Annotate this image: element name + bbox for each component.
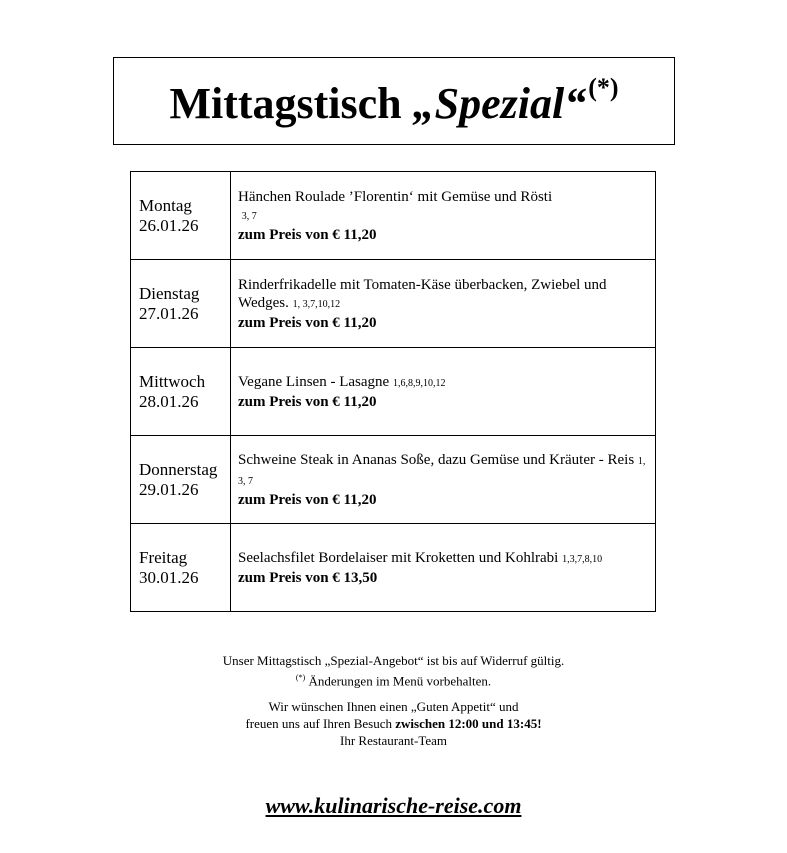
day-cell: [131, 172, 231, 260]
menu-row: [131, 172, 656, 260]
dish-price: zum Preis von € 11,20: [238, 314, 377, 331]
page-title: [169, 72, 619, 129]
dish-description: [238, 276, 647, 314]
day-cell: [131, 436, 231, 524]
dish-name: Schweine Steak in Ananas Soße, dazu Gemüse und Kräuter - Reis: [238, 451, 635, 468]
dish-description: [238, 549, 647, 569]
menu-row: [131, 524, 656, 612]
title-quoted: „Spezial“: [412, 78, 587, 128]
greeting-line-1: Wir wünschen Ihnen einen „Guten Appetit“ und: [268, 699, 519, 714]
day-name: Freitag: [139, 547, 188, 567]
day-date: 27.01.26: [139, 303, 199, 323]
dish-name: Vegane Linsen - Lasagne: [238, 373, 390, 390]
dish-price: zum Preis von € 11,20: [238, 393, 377, 410]
menu-table-body: [131, 172, 656, 612]
day-date: 29.01.26: [139, 479, 199, 499]
opening-hours: zwischen 12:00 und 13:45!: [395, 716, 542, 731]
dish-name: Seelachsfilet Bordelaiser mit Kroketten und Kohlrabi: [238, 549, 559, 566]
day-name: Mittwoch: [139, 371, 206, 391]
allergen-codes: 1, 3,7,10,12: [292, 298, 341, 310]
dish-cell: [231, 436, 656, 524]
footer-greeting: [0, 698, 787, 749]
dish-cell: [231, 348, 656, 436]
validity-note: Unser Mittagstisch „Spezial-Angebot“ ist bis auf Widerruf gültig.: [222, 653, 565, 668]
title-prefix: Mittagstisch: [169, 78, 413, 128]
dish-name: Rinderfrikadelle mit Tomaten-Käse überbacken, Zwiebel und Wedges.: [238, 276, 607, 311]
dish-description: [238, 188, 647, 226]
dish-cell: [231, 260, 656, 348]
day-cell: [131, 260, 231, 348]
dish-description: [238, 373, 647, 393]
footer-notice: [0, 652, 787, 689]
title-footnote-mark: (*): [588, 72, 619, 102]
change-note-text: Änderungen im Menü vorbehalten.: [305, 673, 492, 689]
day-cell: [131, 348, 231, 436]
allergen-codes: 1,6,8,9,10,12: [392, 377, 446, 389]
menu-row: [131, 436, 656, 524]
day-name: Montag: [139, 195, 192, 215]
signature: Ihr Restaurant-Team: [339, 733, 447, 748]
day-name: Donnerstag: [139, 459, 218, 479]
website-link[interactable]: www.kulinarische-reise.com: [265, 793, 522, 818]
dish-price: zum Preis von € 11,20: [238, 226, 377, 243]
allergen-codes: 3, 7: [241, 210, 257, 222]
allergen-codes: 1, 3, 7: [238, 455, 646, 487]
greeting-line-2: [0, 715, 787, 732]
dish-price: zum Preis von € 13,50: [238, 569, 378, 586]
dish-description: [238, 451, 647, 491]
day-date: 30.01.26: [139, 567, 199, 587]
day-cell: [131, 524, 231, 612]
day-date: 28.01.26: [139, 391, 199, 411]
dish-cell: [231, 524, 656, 612]
title-box: [113, 57, 675, 145]
change-note: [0, 669, 787, 689]
menu-row: [131, 348, 656, 436]
change-note-mark: (*): [295, 673, 306, 682]
greeting-line-2-text: freuen uns auf Ihren Besuch: [245, 716, 396, 731]
day-date: 26.01.26: [139, 215, 199, 235]
dish-name: Hänchen Roulade ’Florentin‘ mit Gemüse und Rösti: [238, 188, 553, 205]
menu-row: [131, 260, 656, 348]
dish-cell: [231, 172, 656, 260]
dish-price: zum Preis von € 11,20: [238, 491, 377, 508]
allergen-codes: 1,3,7,8,10: [562, 553, 603, 565]
day-name: Dienstag: [139, 283, 200, 303]
menu-table: [130, 171, 656, 612]
